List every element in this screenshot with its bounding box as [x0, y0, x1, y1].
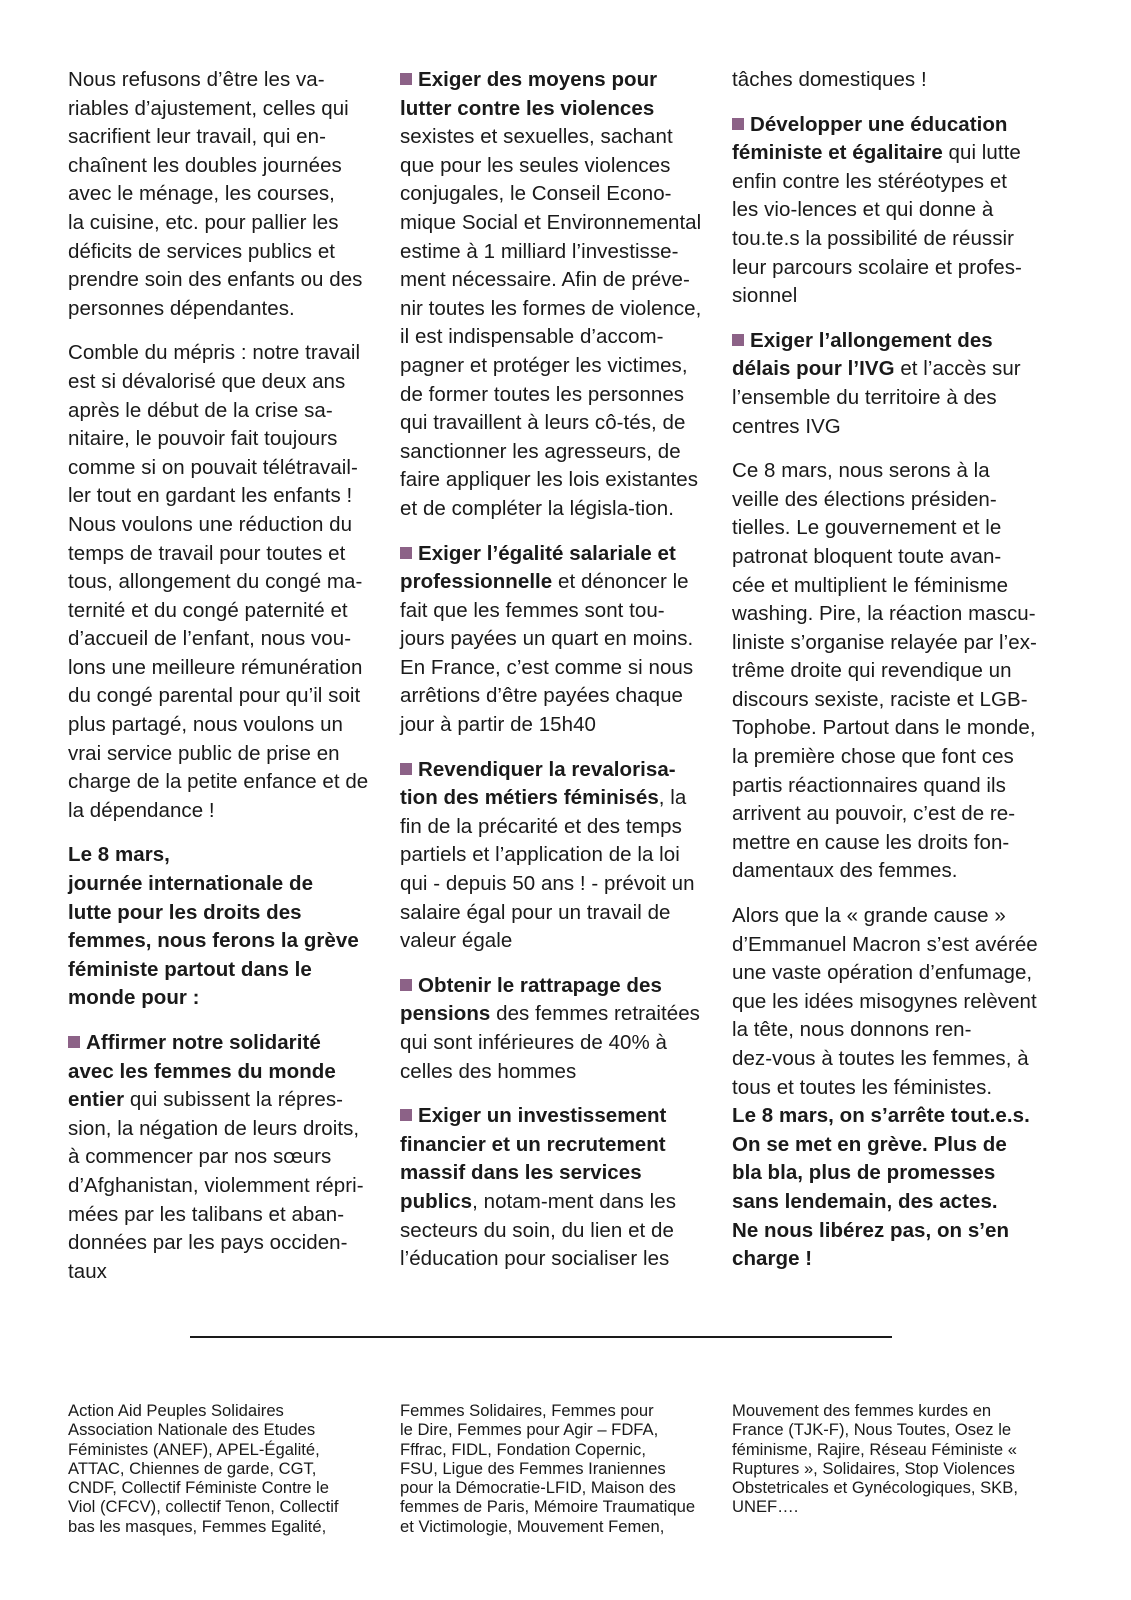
text-line: salaire égal pour un travail de	[400, 900, 671, 924]
demand-title: Affirmer notre solidarité	[86, 1031, 321, 1054]
text-line: tous, allongement du congé ma-	[68, 570, 363, 594]
text-line: trême droite qui revendique un	[732, 659, 1012, 683]
square-bullet-icon	[400, 73, 412, 85]
signatory-line: bas les masques, Femmes Egalité,	[68, 1516, 327, 1536]
square-bullet-icon	[732, 118, 744, 130]
text-line: féministe partout dans le	[68, 957, 312, 981]
text-line: Le 8 mars,	[68, 843, 170, 867]
signatory-line: Féministes (ANEF), APEL-Égalité,	[68, 1439, 320, 1459]
text-line: fait que les femmes sont tou-	[400, 598, 665, 622]
text-line: washing. Pire, la réaction mascu-	[732, 602, 1036, 626]
demand-title: Développer une éducation	[750, 112, 1008, 136]
demand-services-publics	[400, 1102, 718, 1274]
square-bullet-icon	[68, 1036, 80, 1048]
continued-text	[732, 66, 1050, 95]
text-line: personnes dépendantes.	[68, 296, 295, 320]
text-line: jours payées un quart en moins.	[400, 627, 694, 651]
demand-title: Revendiquer la revalorisa-	[418, 757, 676, 781]
demand-title: pensions	[400, 1002, 491, 1026]
text-line: veille des élections présiden-	[732, 487, 997, 511]
text-line: et de compléter la législa-tion.	[400, 496, 674, 520]
square-bullet-icon	[400, 763, 412, 775]
text-line: estime à 1 milliard l’investisse-	[400, 239, 679, 263]
demand-title: Exiger un investissement	[418, 1104, 667, 1128]
signatory-line: France (TJK-F), Nous Toutes, Osez le	[732, 1420, 1012, 1440]
signatory-line: CNDF, Collectif Féministe Contre le	[68, 1478, 329, 1498]
square-bullet-icon	[400, 547, 412, 559]
paragraph-mepris	[68, 339, 386, 825]
square-bullet-icon	[400, 979, 412, 991]
text-line: du congé parental pour qu’il soit	[68, 684, 361, 708]
demand-revalorisation	[400, 756, 718, 956]
signatory-line: Ruptures », Solidaires, Stop Violences	[732, 1458, 1015, 1478]
text-line: nir toutes les formes de violence,	[400, 296, 702, 320]
text-column-3	[732, 66, 1050, 1290]
text-line: déficits de services publics et	[68, 239, 336, 263]
text-line: la cuisine, etc. pour pallier les	[68, 210, 339, 234]
text-line: Tophobe. Partout dans le monde,	[732, 716, 1036, 740]
text-span: , la	[658, 786, 687, 810]
text-line: d’Afghanistan, violemment répri-	[68, 1173, 364, 1197]
signatory-line: Mouvement des femmes kurdes en	[732, 1401, 992, 1420]
slogan-line: charge !	[732, 1247, 813, 1271]
text-column-2	[400, 66, 718, 1290]
text-line: mées par les talibans et aban-	[68, 1202, 345, 1226]
text-line: les vio-lences et qui donne à	[732, 198, 994, 222]
text-line: dez-vous à toutes les femmes, à	[732, 1047, 1029, 1070]
text-line: prendre soin des enfants ou des	[68, 268, 363, 292]
signatory-line: UNEF….	[732, 1497, 799, 1517]
text-span: et dénoncer le	[552, 570, 689, 594]
text-line: avec le ménage, les courses,	[68, 182, 335, 206]
demand-title: lutter contre les violences	[400, 96, 655, 120]
signatory-line: Viol (CFCV), collectif Tenon, Collectif	[68, 1497, 339, 1517]
text-span: , notam-ment dans les	[472, 1189, 676, 1213]
text-line: qui sont inférieures de 40% à	[400, 1031, 667, 1054]
text-line: journée internationale de	[68, 872, 314, 896]
demand-title: féministe et égalitaire	[732, 141, 943, 165]
paragraph-elections	[732, 457, 1050, 886]
signatories-column-3	[732, 1401, 1050, 1517]
signatory-line: pour la Démocratie-LFID, Maison des	[400, 1478, 676, 1498]
demand-egalite-salariale	[400, 540, 718, 740]
text-line: taux	[68, 1259, 107, 1283]
demand-title: publics	[400, 1189, 473, 1213]
slogan-line: sans lendemain, des actes.	[732, 1189, 998, 1213]
text-line: que pour les seules violences	[400, 153, 671, 177]
text-column-1	[68, 66, 386, 1302]
text-line: tou.te.s la possibilité de réussir	[732, 226, 1015, 250]
text-line: secteurs du soin, du lien et de	[400, 1218, 674, 1242]
signatory-line: ATTAC, Chiennes de garde, CGT,	[68, 1458, 317, 1478]
slogan-line: On se met en grève. Plus de	[732, 1132, 1007, 1156]
text-line: En France, c’est comme si nous	[400, 655, 694, 679]
demand-solidarite	[68, 1029, 386, 1286]
text-line: damentaux des femmes.	[732, 859, 958, 883]
text-line: lons une meilleure rémunération	[68, 655, 363, 679]
text-line: sexistes et sexuelles, sachant	[400, 125, 673, 149]
text-line: pagner et protéger les victimes,	[400, 353, 688, 377]
text-line: temps de travail pour toutes et	[68, 541, 346, 565]
text-line: faire appliquer les lois existantes	[400, 468, 699, 492]
signatory-line: Association Nationale des Etudes	[68, 1420, 316, 1440]
slogan-line: Le 8 mars, on s’arrête tout.e.s.	[732, 1104, 1030, 1128]
demand-ivg	[732, 327, 1050, 441]
text-line: tous et toutes les féministes.	[732, 1075, 993, 1099]
text-line: plus partagé, nous voulons un	[68, 713, 343, 737]
demand-title: tion des métiers féminisés	[400, 786, 659, 810]
signatory-line: Obstetricales et Gynécologiques, SKB,	[732, 1478, 1018, 1498]
text-line: nitaire, le pouvoir fait toujours	[68, 427, 338, 451]
text-line: vrai service public de prise en	[68, 741, 340, 765]
text-line: liniste s’organise relayée par l’ex-	[732, 630, 1037, 654]
text-line: est si dévalorisé que deux ans	[68, 369, 346, 393]
text-line: celles des hommes	[400, 1059, 577, 1083]
signatory-line: le Dire, Femmes pour Agir – FDFA,	[400, 1420, 659, 1440]
text-line: sacrifient leur travail, qui en-	[68, 125, 326, 149]
signatory-line: Femmes Solidaires, Femmes pour	[400, 1401, 654, 1420]
text-line: qui - depuis 50 ans ! - prévoit un	[400, 872, 695, 896]
text-line: l’éducation pour socialiser les	[400, 1247, 670, 1271]
text-line: femmes, nous ferons la grève	[68, 929, 359, 953]
text-line: qui travaillent à leurs cô-tés, de	[400, 411, 686, 435]
demand-education	[732, 111, 1050, 311]
text-line: Ce 8 mars, nous serons à la	[732, 459, 990, 483]
text-line: Nous voulons une réduction du	[68, 512, 353, 536]
text-line: la première chose que font ces	[732, 745, 1014, 769]
signatory-line: femmes de Paris, Mémoire Traumatique	[400, 1497, 696, 1517]
text-line: à commencer par nos sœurs	[68, 1145, 332, 1169]
square-bullet-icon	[400, 1109, 412, 1121]
demand-title: professionnelle	[400, 570, 553, 594]
text-span: des femmes retraitées	[490, 1002, 700, 1026]
signatory-line: et Victimologie, Mouvement Femen,	[400, 1516, 665, 1536]
text-line: conjugales, le Conseil Econo-	[400, 182, 672, 206]
text-line: Alors que la « grande cause »	[732, 904, 1006, 928]
demand-title: délais pour l’IVG	[732, 357, 895, 381]
text-line: discours sexiste, raciste et LGB-	[732, 687, 1028, 711]
text-line: monde pour :	[68, 986, 200, 1010]
text-line: sanctionner les agresseurs, de	[400, 439, 681, 463]
demand-title: entier	[68, 1088, 125, 1112]
text-line: chaînent les doubles journées	[68, 153, 342, 177]
text-line: partis réactionnaires quand ils	[732, 773, 1006, 797]
text-line: la dépendance !	[68, 798, 215, 822]
signatory-line: FSU, Ligue des Femmes Iraniennes	[400, 1458, 666, 1478]
text-line: que les idées misogynes relèvent	[732, 989, 1037, 1013]
square-bullet-icon	[732, 334, 744, 346]
text-line: cée et multiplient le féminisme	[732, 573, 1009, 597]
signatory-line: Fffrac, FIDL, Fondation Copernic,	[400, 1439, 646, 1459]
text-line: jour à partir de 15h40	[400, 713, 596, 737]
demand-title: Exiger des moyens pour	[418, 68, 658, 91]
text-line: tielles. Le gouvernement et le	[732, 516, 1002, 540]
paragraph-refus	[68, 66, 386, 323]
paragraph-conclusion	[732, 902, 1050, 1274]
text-line: sionnel	[732, 284, 798, 308]
horizontal-divider	[190, 1336, 892, 1338]
demand-pensions	[400, 972, 718, 1086]
text-line: la tête, nous donnons ren-	[732, 1018, 972, 1042]
text-line: leur parcours scolaire et profes-	[732, 255, 1022, 279]
text-line: enfin contre les stéréotypes et	[732, 169, 1008, 193]
text-span: qui lutte	[942, 141, 1021, 165]
text-line: Nous refusons d’être les va-	[68, 68, 325, 91]
text-line: comme si on pouvait télétravail-	[68, 455, 358, 479]
demand-title: Obtenir le rattrapage des	[418, 973, 662, 997]
demand-title: financier et un recrutement	[400, 1132, 666, 1156]
text-span: et l’accès sur	[894, 357, 1021, 381]
text-line: de former toutes les personnes	[400, 382, 685, 406]
text-line: ler tout en gardant les enfants !	[68, 484, 353, 508]
text-line: riables d’ajustement, celles qui	[68, 96, 349, 120]
text-line: il est indispensable d’accom-	[400, 325, 664, 349]
text-line: d’accueil de l’enfant, nous vou-	[68, 627, 352, 651]
text-line: après le début de la crise sa-	[68, 398, 333, 422]
text-line: Comble du mépris : notre travail	[68, 341, 361, 365]
paragraph-8-mars-heading	[68, 841, 386, 1013]
signatories-column-2	[400, 1401, 718, 1536]
text-line: sion, la négation de leurs droits,	[68, 1116, 360, 1140]
text-line: arrêtions d’être payées chaque	[400, 684, 683, 708]
text-line: tâches domestiques !	[732, 68, 927, 91]
text-line: patronat bloquent toute avan-	[732, 544, 1002, 568]
text-line: ment nécessaire. Afin de préve-	[400, 268, 690, 292]
text-line: l’ensemble du territoire à des	[732, 385, 997, 409]
text-line: centres IVG	[732, 414, 841, 438]
text-line: d’Emmanuel Macron s’est avérée	[732, 932, 1038, 956]
slogan-line: bla bla, plus de promesses	[732, 1161, 996, 1185]
text-span: qui subissent la répres-	[124, 1088, 344, 1112]
text-line: valeur égale	[400, 929, 513, 953]
slogan-line: Ne nous libérez pas, on s’en	[732, 1218, 1010, 1242]
demand-violences	[400, 66, 718, 524]
text-line: une vaste opération d’enfumage,	[732, 961, 1033, 985]
text-line: ternité et du congé paternité et	[68, 598, 348, 622]
text-line: mettre en cause les droits fon-	[732, 830, 1010, 854]
signatory-line: féminisme, Rajire, Réseau Féministe «	[732, 1439, 1017, 1459]
demand-title: avec les femmes du monde	[68, 1059, 336, 1083]
demand-title: massif dans les services	[400, 1161, 642, 1185]
text-line: mique Social et Environnemental	[400, 210, 702, 234]
demand-title: Exiger l’égalité salariale et	[418, 541, 676, 565]
text-line: fin de la précarité et des temps	[400, 814, 682, 838]
signatories-column-1	[68, 1401, 386, 1536]
demand-title: Exiger l’allongement des	[750, 328, 993, 352]
text-line: données par les pays occiden-	[68, 1231, 348, 1255]
text-line: charge de la petite enfance et de	[68, 770, 369, 794]
signatory-line: Action Aid Peuples Solidaires	[68, 1401, 284, 1420]
text-line: partiels et l’application de la loi	[400, 843, 680, 867]
text-line: arrivent au pouvoir, c’est de re-	[732, 802, 1016, 826]
text-line: lutte pour les droits des	[68, 900, 302, 924]
